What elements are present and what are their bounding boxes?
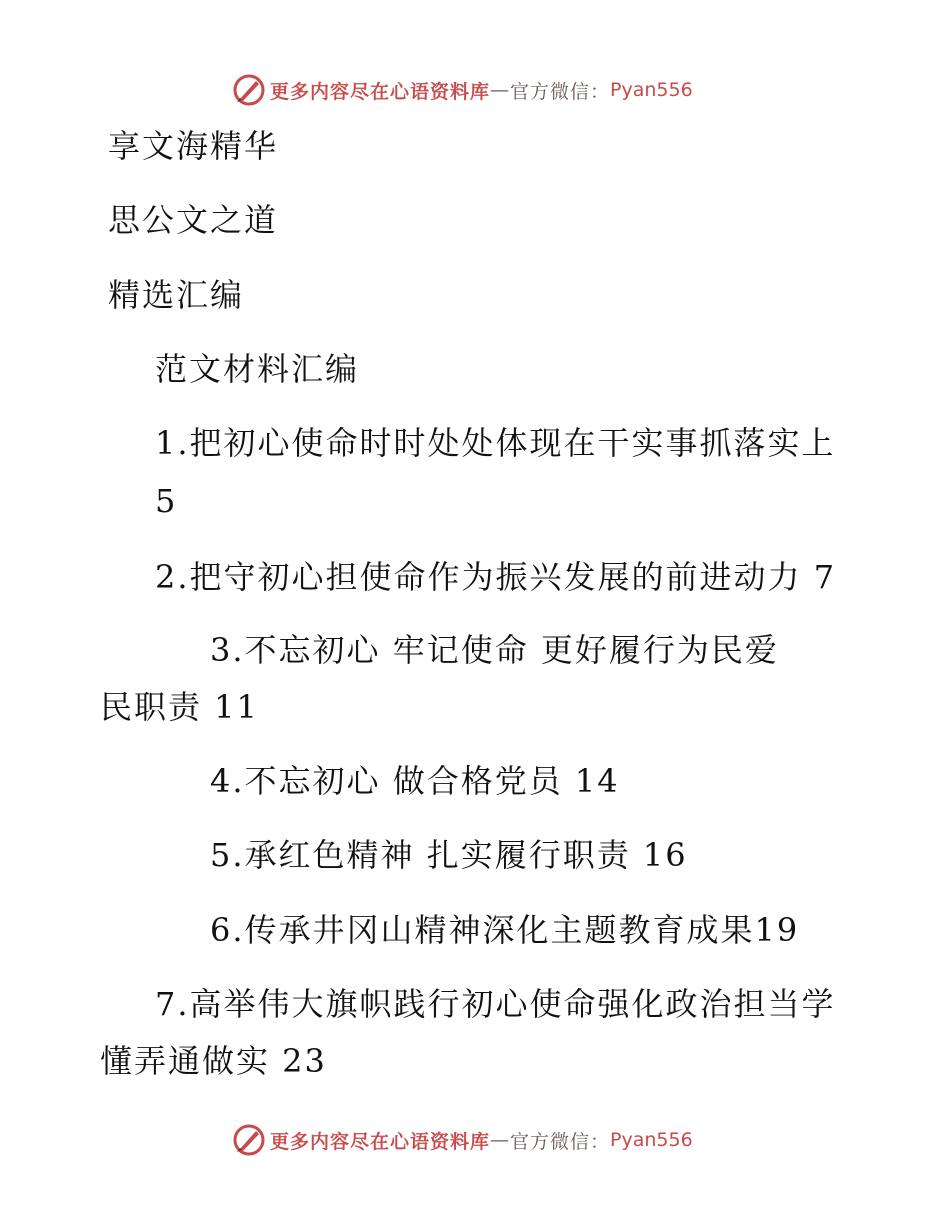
header-line-3: 精选汇编 xyxy=(108,276,245,314)
toc-item-4: 4.不忘初心 做合格党员 14 xyxy=(210,762,620,800)
header-line-2: 思公文之道 xyxy=(108,201,279,239)
toc-item-7-cont: 懂弄通做实 23 xyxy=(100,1042,327,1080)
watermark-wechat-id: Pyan556 xyxy=(610,1129,693,1151)
header-watermark xyxy=(232,70,693,110)
quill-circle-icon xyxy=(232,73,266,107)
toc-item-1: 1.把初心使命时时处处体现在干实事抓落实上 xyxy=(155,424,836,462)
watermark-site-name: 更多内容尽在心语资料库 xyxy=(270,1130,491,1153)
watermark-dash: — xyxy=(490,1129,511,1151)
footer-watermark xyxy=(232,1120,693,1160)
watermark-site-name: 更多内容尽在心语资料库 xyxy=(270,80,491,103)
toc-item-2: 2.把守初心担使命作为振兴发展的前进动力 7 xyxy=(155,558,837,596)
watermark-wechat-id: Pyan556 xyxy=(610,79,693,101)
watermark-dash: — xyxy=(490,79,511,101)
toc-item-1-page: 5 xyxy=(155,482,178,520)
toc-item-5: 5.承红色精神 扎实履行职责 16 xyxy=(210,836,688,874)
toc-item-7: 7.高举伟大旗帜践行初心使命强化政治担当学 xyxy=(155,985,836,1023)
toc-item-3: 3.不忘初心 牢记使命 更好履行为民爱 xyxy=(210,631,779,669)
watermark-wechat-label: 官方微信： xyxy=(510,1130,611,1153)
watermark-wechat-label: 官方微信： xyxy=(510,80,611,103)
toc-item-3-cont: 民职责 11 xyxy=(100,688,259,726)
quill-circle-icon xyxy=(232,1123,266,1157)
section-title: 范文材料汇编 xyxy=(155,350,360,388)
header-line-1: 享文海精华 xyxy=(108,127,279,165)
toc-item-6: 6.传承井冈山精神深化主题教育成果19 xyxy=(210,911,800,949)
